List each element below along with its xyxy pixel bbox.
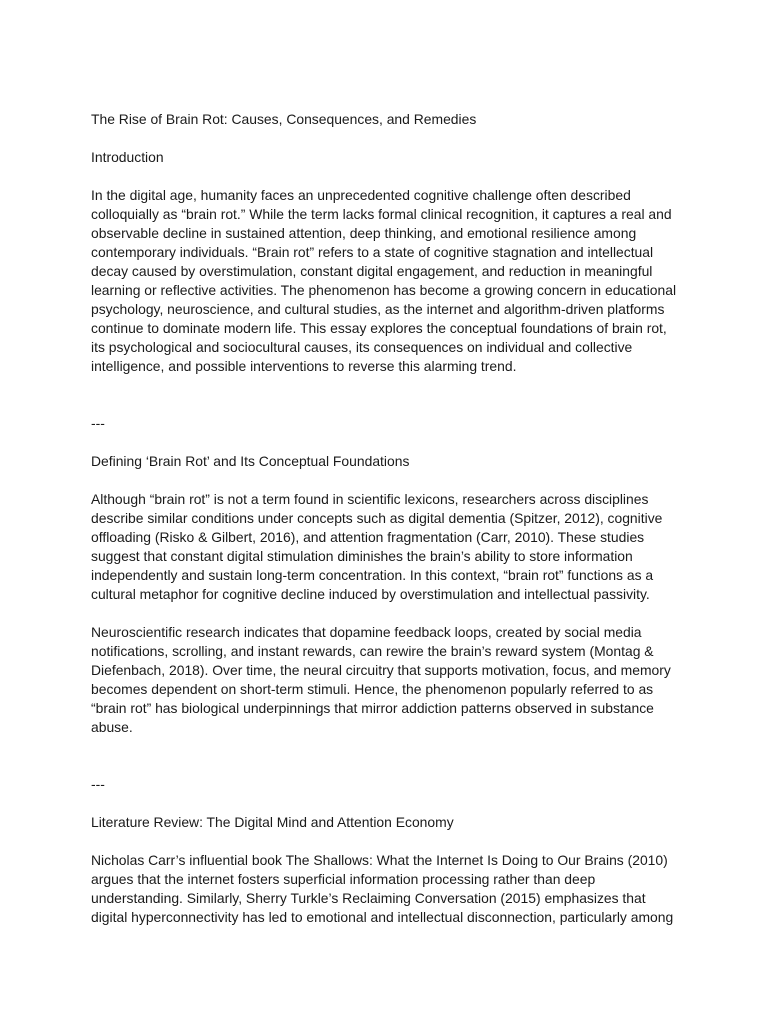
paragraph-line: argues that the internet fosters superficial information processing rather than deep	[91, 871, 596, 887]
paragraph-line: intelligence, and possible interventions to reverse this alarming trend.	[91, 358, 517, 374]
section-heading-definition: Defining ‘Brain Rot’ and Its Conceptual Foundations	[91, 453, 410, 469]
paragraph-line: continue to dominate modern life. This essay explores the conceptual foundations of brain rot,	[91, 320, 667, 336]
paragraph-line: notifications, scrolling, and instant rewards, can rewire the brain’s reward system (Montag &	[91, 643, 654, 659]
paragraph-line: Neuroscientific research indicates that dopamine feedback loops, created by social media	[91, 624, 642, 640]
paragraph-line: contemporary individuals. “Brain rot” refers to a state of cognitive stagnation and intellectual	[91, 244, 654, 260]
document-page	[91, 110, 681, 927]
paragraph-line: learning or reflective activities. The phenomenon has become a growing concern in educational	[91, 282, 677, 298]
section-heading-literature-review: Literature Review: The Digital Mind and Attention Economy	[91, 814, 454, 830]
section-heading-introduction: Introduction	[91, 149, 164, 165]
paragraph-line: its psychological and sociocultural causes, its consequences on individual and collective	[91, 339, 633, 355]
paragraph-line: becomes dependent on short-term stimuli. Hence, the phenomenon popularly referred to as	[91, 681, 654, 697]
paragraph-line: independently and sustain long-term concentration. In this context, “brain rot” functions as a	[91, 567, 654, 583]
paragraph-line: abuse.	[91, 719, 133, 735]
paragraph-line: psychology, neuroscience, and cultural studies, as the internet and algorithm-driven platforms	[91, 301, 665, 317]
paragraph-line: observable decline in sustained attention, deep thinking, and emotional resilience among	[91, 225, 637, 241]
paragraph-line: Diefenbach, 2018). Over time, the neural circuitry that supports motivation, focus, and memory	[91, 662, 671, 678]
paragraph-line: understanding. Similarly, Sherry Turkle’s Reclaiming Conversation (2015) emphasizes that	[91, 890, 646, 906]
paragraph-line: decay caused by overstimulation, constant digital engagement, and reduction in meaningful	[91, 263, 653, 279]
document-title: The Rise of Brain Rot: Causes, Consequences, and Remedies	[91, 111, 477, 127]
paragraph-line: suggest that constant digital stimulation diminishes the brain’s ability to store information	[91, 548, 633, 564]
paragraph-line: Nicholas Carr’s influential book The Shallows: What the Internet Is Doing to Our Brains (2010)	[91, 852, 668, 868]
paragraph-line: offloading (Risko & Gilbert, 2016), and attention fragmentation (Carr, 2010). These studies	[91, 529, 645, 545]
paragraph-definition-2	[91, 623, 681, 737]
paragraph-line: Although “brain rot” is not a term found in scientific lexicons, researchers across disciplines	[91, 491, 649, 507]
paragraph-literature-review	[91, 851, 681, 927]
section-separator: ---	[91, 776, 105, 792]
paragraph-line: digital hyperconnectivity has led to emotional and intellectual disconnection, particularly among	[91, 909, 674, 925]
section-separator: ---	[91, 415, 105, 431]
paragraph-introduction	[91, 186, 681, 376]
paragraph-line: colloquially as “brain rot.” While the term lacks formal clinical recognition, it captures a real and	[91, 206, 672, 222]
paragraph-line: In the digital age, humanity faces an unprecedented cognitive challenge often described	[91, 187, 631, 203]
paragraph-line: describe similar conditions under concepts such as digital dementia (Spitzer, 2012), cognitive	[91, 510, 663, 526]
paragraph-definition-1	[91, 490, 681, 604]
paragraph-line: cultural metaphor for cognitive decline induced by overstimulation and intellectual passivity.	[91, 586, 650, 602]
paragraph-line: “brain rot” has biological underpinnings that mirror addiction patterns observed in substance	[91, 700, 654, 716]
